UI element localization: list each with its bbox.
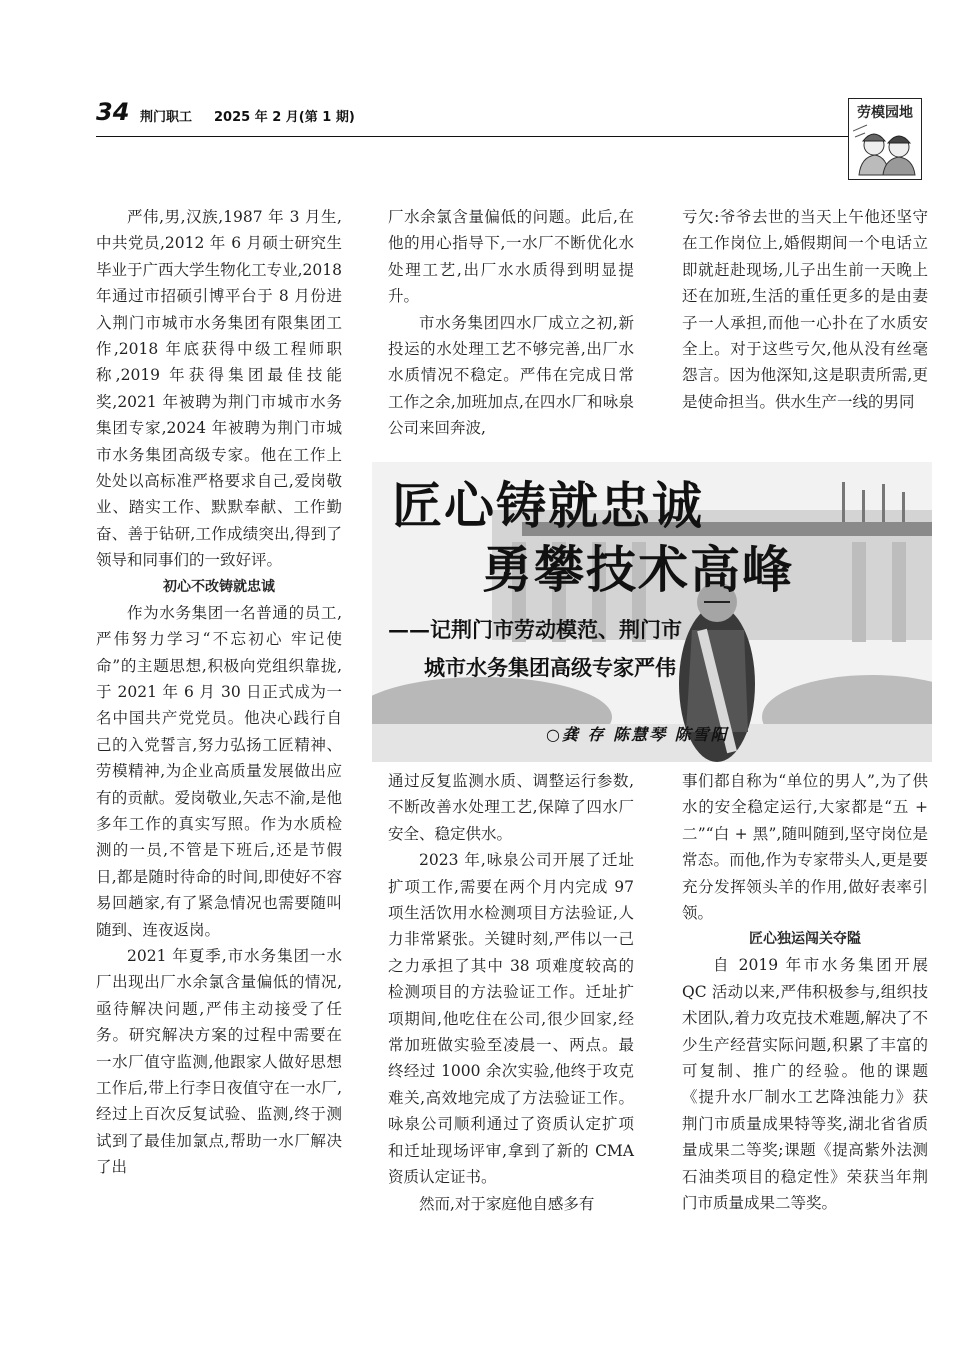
magazine-name: 荆门职工 [140,110,193,125]
paragraph: 事们都自称为“单位的男人”,为了供水的安全稳定运行,大家都是“五 + 二”“白 + 黑”,随叫随到,坚守岗位是常态。而他,作为专家带头人,更是要充分发挥领头羊的作用,做好表率引领。 [682,772,928,923]
column-middle-bottom [388,768,634,1217]
article-title-line2: 勇攀技术高峰 [482,541,794,599]
issue-date: 2025 年 2 月(第 1 期) [214,110,355,125]
column-right-bottom [682,768,928,1217]
article-byline: ○龚 存 陈慧琴 陈雪阳 [546,725,729,744]
paragraph: 2023 年,咏泉公司开展了迁址扩项工作,需要在两个月内完成 97 项生活饮用水检测项目方法验证,人力非常紧张。关键时刻,严伟以一己之力承担了其中 38 项难度较高的检测项目的方法验证工作。迁址扩项期间,他吃住在公司,很少回家,经常加班做实验至凌晨一、两点。最终经过 1000 余次实验,他终于攻克难关,高效地完成了方法验证工作。咏泉公司顺利通过了资质认定扩项和迁址现场评审,拿到了新的 CMA 资质认定证书。 [388,851,634,1187]
column-right-top [682,204,928,415]
column-badge [848,98,922,180]
article-subtitle-line2: 城市水务集团高级专家严伟 [424,655,676,680]
column-middle-top [388,204,634,442]
paragraph: 然而,对于家庭他自感多有 [419,1194,595,1213]
article-subtitle-line1: ——记荆门市劳动模范、荆门市 [388,617,682,642]
header-divider [96,136,848,137]
paragraph: 作为水务集团一名普通的员工,严伟努力学习“不忘初心 牢记使命”的主题思想,积极向党组织靠拢,于 2021 年 6 月 30 日正式成为一名中国共产党党员。他决心践行自己的入党誓言,努力弘扬工匠精神、劳模精神,为企业高质量发展做出应有的贡献。爱岗敬业,矢志不渝,是他多年工作的真实写照。作为水质检测的一员,不管是下班后,还是节假日,都是随时待命的时间,即使好不容易回趟家,有了紧急情况也需要随叫随到、连夜返岗。 [96,603,342,939]
paragraph: 市水务集团四水厂成立之初,新投运的水处理工艺不够完善,出厂水水质情况不稳定。严伟在完成日常工作之余,加班加点,在四水厂和咏泉公司来回奔波, [388,313,634,438]
section-heading: 初心不改铸就忠诚 [163,578,275,595]
paragraph: 严伟,男,汉族,1987 年 3 月生,中共党员,2012 年 6 月硕士研究生毕业于广西大学生物化工专业,2018 年通过市招硕引博平台于 8 月份进入荆门市城市水务集团有限集团工作,2018 年底获得中级工程师职称,2019 年获得集团最佳技能奖,2021 年被聘为荆门市城市水务集团专家,2024 年被聘为荆门市城市水务集团高级专家。他在工作上处处以高标准严格要求自己,爱岗敬业、踏实工作、默默奉献、工作勤奋、善于钻研,工作成绩突出,得到了领导和同事们的一致好评。 [96,208,342,570]
article-title-line1: 匠心铸就忠诚 [392,477,704,535]
paragraph: 厂水余氯含量偏低的问题。此后,在他的用心指导下,一水厂不断优化水处理工艺,出厂水水质得到明显提升。 [388,208,634,306]
section-heading: 匠心独运闯关夺隘 [749,931,861,948]
column-left [96,204,342,1181]
workers-illustration-icon [853,123,919,177]
paragraph: 自 2019 年市水务集团开展 QC 活动以来,严伟积极参与,组织技术团队,着力攻克技术难题,解决了不少生产经营实际问题,积累了丰富的可复制、推广的经验。他的课题《提升水厂制水工艺降浊能力》获荆门市质量成果特等奖,湖北省省质量成果二等奖;课题《提高紫外法测石油类项目的稳定性》荣获当年荆门市质量成果二等奖。 [682,956,928,1213]
page-number: 34 [96,98,130,126]
paragraph: 2021 年夏季,市水务集团一水厂出现出厂水余氯含量偏低的情况,亟待解决问题,严伟主动接受了任务。研究解决方案的过程中需要在一水厂值守监测,他跟家人做好思想工作后,带上行李日夜值守在一水厂,经过上百次反复试验、监测,终于测试到了最佳加氯点,帮助一水厂解决了出 [96,946,342,1177]
paragraph: 通过反复监测水质、调整运行参数,不断改善水处理工艺,保障了四水厂安全、稳定供水。 [388,772,634,843]
column-name: 劳模园地 [857,105,913,121]
page-header [96,96,920,136]
paragraph: 亏欠:爷爷去世的当天上午他还坚守在工作岗位上,婚假期间一个电话立即就赶赴现场,儿子出生前一天晚上还在加班,生活的重任更多的是由妻子一人承担,而他一心扑在了水质安全上。对于这些亏欠,他从没有丝毫怨言。因为他深知,这是职责所需,更是使命担当。供水生产一线的男同 [682,208,928,411]
